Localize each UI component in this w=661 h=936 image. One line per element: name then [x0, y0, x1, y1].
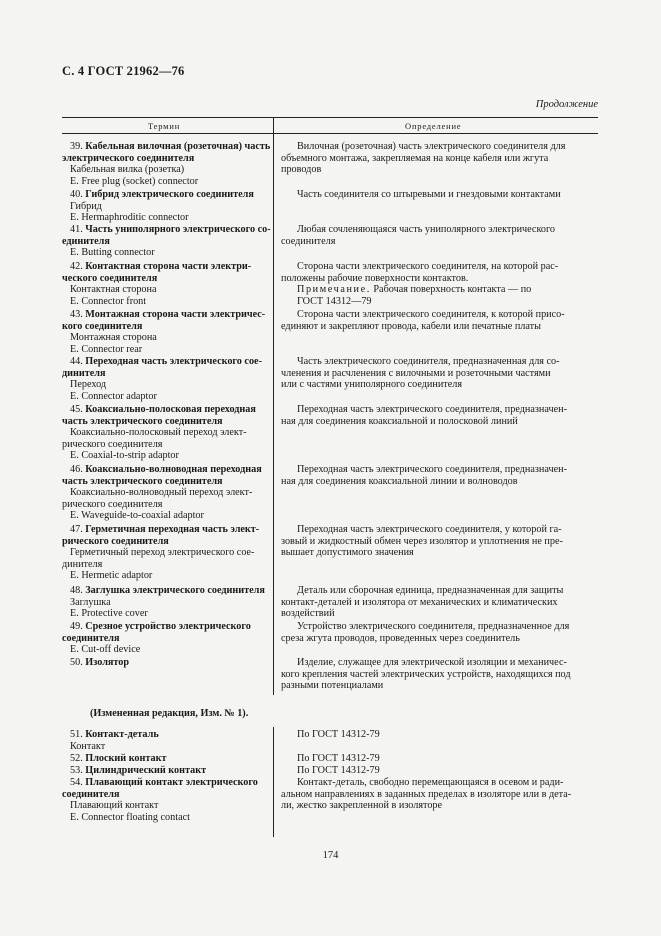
- term-text: рического соединителя: [62, 438, 163, 450]
- term-bold-text: единителя: [62, 235, 110, 247]
- definition-entry: [281, 189, 599, 201]
- definition-entry: [281, 224, 599, 247]
- definition-entry: [281, 621, 599, 644]
- term-bold-text: Коаксиально-волноводная переходная: [85, 464, 262, 475]
- definition-entry: [281, 657, 599, 692]
- definition-line: Сторона части электрического соединителя, на которой рас-: [297, 261, 559, 272]
- term-text: динителя: [62, 558, 103, 570]
- term-line: [62, 464, 262, 476]
- term-line: [62, 657, 129, 669]
- term-bold-text: Часть униполярного электрического со-: [85, 224, 271, 235]
- term-text: 41.: [70, 224, 86, 235]
- term-entry: [62, 356, 262, 402]
- term-text: E. Hermaphroditic connector: [70, 212, 189, 224]
- term-bold-text: часть электрического соединителя: [62, 415, 223, 427]
- term-text: 45.: [70, 404, 86, 415]
- term-text: Коаксиально-волноводный переход элект-: [70, 487, 253, 499]
- term-line: [62, 212, 254, 224]
- term-text: 54.: [70, 777, 86, 788]
- term-entry: [62, 753, 167, 765]
- definition-line: ГОСТ 14312—79: [297, 295, 372, 307]
- term-line: [62, 344, 265, 356]
- definition-line: соединителя: [281, 235, 336, 247]
- term-bold-text: Контактная сторона части электри-: [85, 261, 252, 272]
- term-line: [62, 741, 159, 753]
- definition-line: воздействий: [281, 608, 335, 620]
- definition-line: Переходная часть электрического соединителя, предназначен-: [297, 404, 567, 415]
- term-line: [62, 379, 262, 391]
- table-header-rule: [62, 133, 598, 134]
- term-line: [62, 536, 259, 548]
- term-line: [62, 153, 270, 165]
- term-text: Монтажная сторона: [70, 332, 157, 344]
- term-line: [62, 753, 167, 765]
- term-bold-text: Цилиндрический контакт: [85, 765, 207, 776]
- column-divider: [273, 727, 274, 837]
- term-line: [62, 247, 271, 259]
- definition-line: вышает допустимого значения: [281, 547, 414, 559]
- definition-line: Переходная часть электрического соединителя, у которой га-: [297, 524, 562, 535]
- term-line: [62, 273, 251, 285]
- term-text: Кабельная вилка (розетка): [70, 164, 185, 176]
- column-header-definition: Определение: [405, 121, 462, 131]
- definition-line: Любая сочленяющаяся часть униполярного электрического: [297, 224, 555, 235]
- term-text: 47.: [70, 524, 86, 535]
- definition-line: членения и расчленения с вилочными и розеточными частями: [281, 367, 551, 379]
- term-text: 52.: [70, 753, 86, 764]
- term-bold-text: рического соединителя: [62, 535, 169, 547]
- term-bold-text: Кабельная вилочная (розеточная) часть: [85, 141, 271, 152]
- term-line: [62, 765, 206, 777]
- definition-entry: [281, 404, 599, 427]
- definition-entry: [281, 753, 599, 765]
- term-line: [62, 439, 256, 451]
- term-entry: [62, 621, 251, 656]
- definition-line: ная для соединения коаксиальной линии и волноводов: [281, 475, 518, 487]
- definition-line: Сторона части электрического соединителя, к которой присо-: [297, 309, 565, 320]
- term-line: [62, 633, 251, 645]
- definition-line: Устройство электрического соединителя, предназначенное для: [297, 621, 570, 632]
- term-bold-text: кого соединителя: [62, 320, 143, 332]
- term-bold-text: ческого соединителя: [62, 272, 158, 284]
- column-divider: [273, 133, 274, 695]
- term-text: 51.: [70, 729, 86, 740]
- term-line: [62, 309, 265, 321]
- definition-line: ли, жестко закрепленной в изоляторе: [281, 800, 443, 812]
- definition-entry: [281, 261, 599, 307]
- term-line: [62, 499, 262, 511]
- term-bold-text: Монтажная сторона части электричес-: [85, 309, 266, 320]
- term-text: 44.: [70, 356, 86, 367]
- term-line: [62, 141, 270, 153]
- definition-line: По ГОСТ 14312-79: [297, 729, 380, 740]
- term-entry: [62, 309, 265, 355]
- term-text: 40.: [70, 189, 86, 200]
- term-line: [62, 321, 265, 333]
- term-entry: [62, 464, 262, 522]
- term-bold-text: динителя: [62, 367, 106, 379]
- term-line: [62, 164, 270, 176]
- term-bold-text: Заглушка электрического соединителя: [85, 585, 265, 596]
- definition-line: Контакт-деталь, свободно перемещающаяся в осевом и ради-: [297, 777, 564, 788]
- definition-entry: [281, 356, 599, 391]
- term-text: рического соединителя: [62, 498, 163, 510]
- term-text: E. Protective cover: [70, 608, 148, 620]
- term-bold-text: соединителя: [62, 632, 120, 644]
- term-line: [62, 427, 256, 439]
- term-text: E. Connector front: [70, 295, 147, 307]
- definition-entry: [281, 777, 599, 812]
- term-entry: [62, 141, 270, 187]
- term-text: Герметичный переход электрического сое-: [70, 547, 255, 559]
- term-text: E. Connector floating contact: [70, 811, 190, 823]
- term-bold-text: соединителя: [62, 788, 120, 800]
- term-line: [62, 812, 258, 824]
- term-bold-text: часть электрического соединителя: [62, 475, 223, 487]
- term-text: 43.: [70, 309, 86, 320]
- page-header: С. 4 ГОСТ 21962—76: [62, 64, 185, 78]
- term-line: [62, 391, 262, 403]
- term-bold-text: Изолятор: [85, 657, 130, 668]
- definition-line: Примечание. Рабочая поверхность контакта — по: [297, 284, 532, 296]
- term-line: [62, 789, 258, 801]
- term-line: [62, 476, 262, 488]
- term-text: E. Coaxial-to-strip adaptor: [70, 450, 179, 462]
- column-header-term: Термин: [148, 121, 181, 131]
- definition-entry: [281, 585, 599, 620]
- term-entry: [62, 224, 271, 259]
- term-entry: [62, 261, 251, 307]
- term-text: Гибрид: [70, 200, 102, 212]
- term-entry: [62, 729, 159, 752]
- term-text: E. Connector adaptor: [70, 390, 157, 402]
- term-line: [62, 524, 259, 536]
- term-bold-text: Коаксиально-полосковая переходная: [85, 404, 256, 415]
- term-text: E. Free plug (socket) connector: [70, 175, 199, 187]
- definition-line: зовый и жидкостный обмен через изолятор и уплотнения не пре-: [281, 535, 563, 547]
- definition-line: ная для соединения коаксиальной и полосковой линий: [281, 415, 518, 427]
- term-line: [62, 368, 262, 380]
- term-text: E. Waveguide-to-coaxial adaptor: [70, 510, 204, 522]
- definition-line: кого крепления частей электрических устройств, находящихся под: [281, 668, 571, 680]
- term-line: [62, 296, 251, 308]
- term-line: [62, 510, 262, 522]
- table-top-rule: [62, 117, 598, 118]
- term-text: 39.: [70, 141, 86, 152]
- definition-line: альном направлениях в заданных пределах в изоляторе или в дета-: [281, 788, 572, 800]
- term-bold-text: Плоский контакт: [85, 753, 167, 764]
- term-text: Заглушка: [70, 596, 111, 608]
- definition-line: Деталь или сборочная единица, предназначенная для защиты: [297, 585, 564, 596]
- term-line: [62, 404, 256, 416]
- term-entry: [62, 657, 129, 669]
- definition-line: Изделие, служащее для электрической изоляции и механичес-: [297, 657, 567, 668]
- definition-entry: [281, 464, 599, 487]
- definition-line: проводов: [281, 164, 322, 176]
- term-line: [62, 547, 259, 559]
- term-line: [62, 284, 251, 296]
- term-line: [62, 559, 259, 571]
- term-line: [62, 729, 159, 741]
- term-entry: [62, 585, 265, 620]
- term-text: 48.: [70, 585, 86, 596]
- term-bold-text: Гибрид электрического соединителя: [85, 189, 254, 200]
- definition-line: или с частями униполярного соединителя: [281, 379, 463, 391]
- term-text: Коаксиально-полосковый переход элект-: [70, 427, 247, 439]
- definition-entry: [281, 309, 599, 332]
- term-text: E. Connector rear: [70, 343, 143, 355]
- definition-line: единяют и закрепляют провода, кабели или печатные платы: [281, 320, 541, 332]
- term-line: [62, 450, 256, 462]
- definition-line: Переходная часть электрического соединителя, предназначен-: [297, 464, 567, 475]
- term-entry: [62, 404, 256, 462]
- term-entry: [62, 524, 259, 582]
- term-text: Контакт: [70, 740, 106, 752]
- term-text: 50.: [70, 657, 86, 668]
- term-bold-text: электрического соединителя: [62, 152, 195, 164]
- definition-line: Часть соединителя со штыревыми и гнездовыми контактами: [297, 189, 561, 200]
- definition-line: Часть электрического соединителя, предназначенная для со-: [297, 356, 560, 367]
- term-line: [62, 487, 262, 499]
- term-line: [62, 644, 251, 656]
- term-line: [62, 608, 265, 620]
- definition-entry: [281, 141, 599, 176]
- term-bold-text: Герметичная переходная часть элект-: [85, 524, 260, 535]
- term-entry: [62, 777, 258, 823]
- term-line: [62, 416, 256, 428]
- term-line: [62, 201, 254, 213]
- term-line: [62, 236, 271, 248]
- term-entry: [62, 765, 206, 777]
- term-text: 49.: [70, 621, 86, 632]
- term-line: [62, 585, 265, 597]
- term-text: 53.: [70, 765, 86, 776]
- definition-line: положены рабочие поверхности контактов.: [281, 272, 469, 284]
- term-text: E. Cut-off device: [70, 644, 141, 656]
- definition-entry: [281, 729, 599, 741]
- term-bold-text: Переходная часть электрического сое-: [85, 356, 262, 367]
- term-line: [62, 332, 265, 344]
- amendment-note: (Измененная редакция, Изм. № 1).: [90, 708, 249, 719]
- term-line: [62, 356, 262, 368]
- term-text: Переход: [70, 379, 107, 391]
- term-text: 46.: [70, 464, 86, 475]
- term-line: [62, 224, 271, 236]
- term-bold-text: Плавающий контакт электрического: [85, 777, 258, 788]
- term-line: [62, 570, 259, 582]
- term-bold-text: Контакт-деталь: [85, 729, 159, 740]
- term-text: Контактная сторона: [70, 284, 157, 296]
- definition-entry: [281, 765, 599, 777]
- term-line: [62, 597, 265, 609]
- term-text: E. Hermetic adaptor: [70, 570, 153, 582]
- definition-line: объемного монтажа, закрепляемая на конце кабеля или жгута: [281, 152, 549, 164]
- definition-line: Вилочная (розеточная) часть электрического соединителя для: [297, 141, 566, 152]
- definition-line: контакт-деталей и изолятора от механических и климатических: [281, 596, 558, 608]
- term-line: [62, 621, 251, 633]
- definition-entry: [281, 524, 599, 559]
- term-text: Плавающий контакт: [70, 800, 159, 812]
- term-line: [62, 261, 251, 273]
- term-line: [62, 189, 254, 201]
- definition-line: По ГОСТ 14312-79: [297, 765, 380, 776]
- term-line: [62, 777, 258, 789]
- term-line: [62, 800, 258, 812]
- continuation-label: Продолжение: [535, 99, 598, 110]
- term-bold-text: Срезное устройство электрического: [85, 621, 251, 632]
- definition-line: По ГОСТ 14312-79: [297, 753, 380, 764]
- page-number: 174: [322, 850, 339, 861]
- definition-line: среза жгута проводов, проведенных через соединитель: [281, 632, 520, 644]
- term-line: [62, 176, 270, 188]
- term-text: 42.: [70, 261, 86, 272]
- column-divider: [273, 117, 274, 133]
- term-text: E. Butting connector: [70, 247, 155, 259]
- definition-line: разными потенциалами: [281, 680, 384, 692]
- term-entry: [62, 189, 254, 224]
